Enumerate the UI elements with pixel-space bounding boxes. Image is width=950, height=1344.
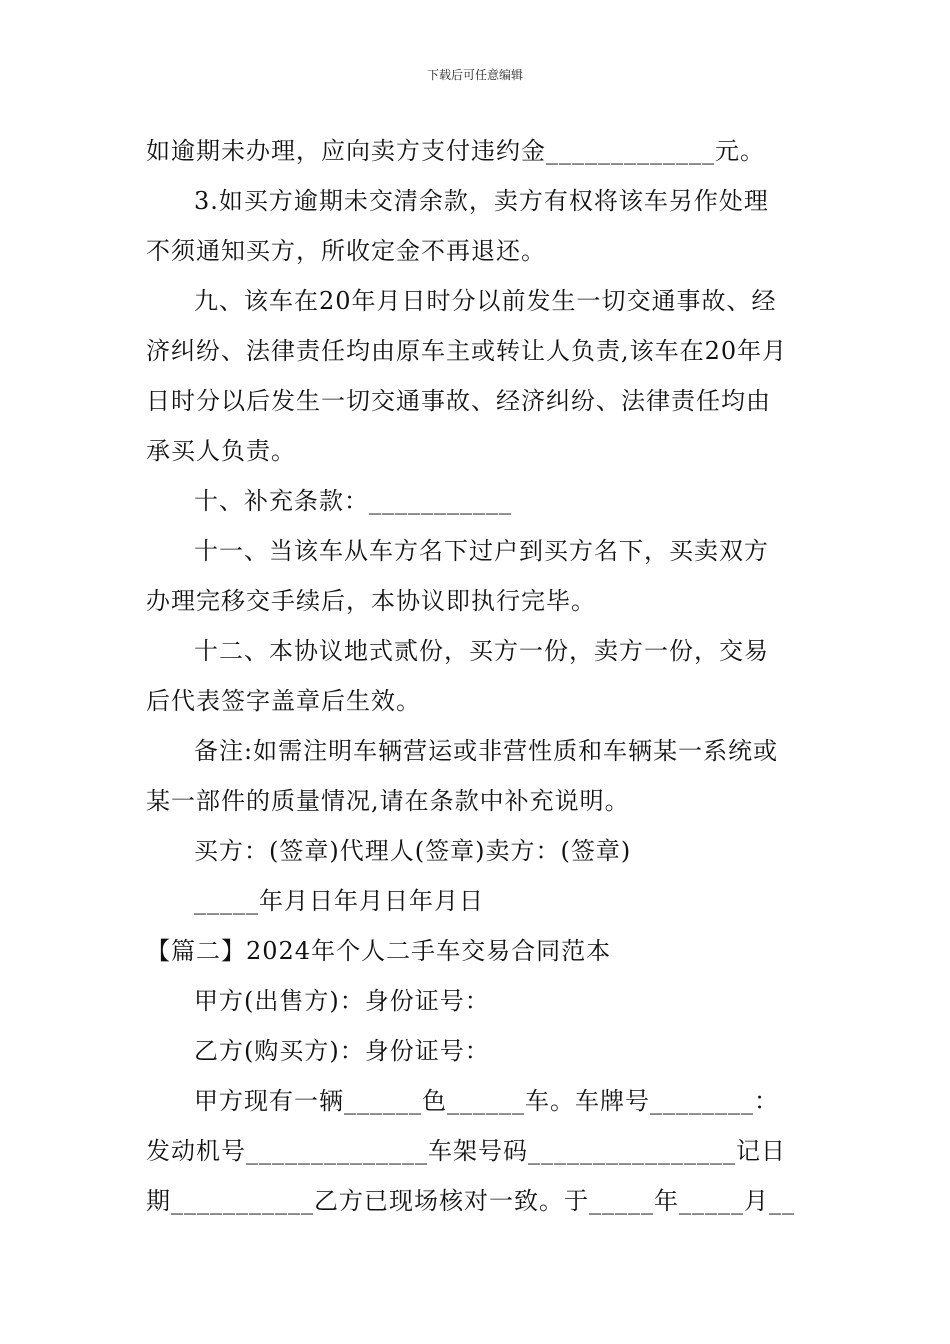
party-b-line: 乙方(购买方)：身份证号：	[194, 1037, 490, 1065]
section-heading: 【篇二】2024年个人二手车交易合同范本	[146, 937, 612, 965]
header-note: 下载后可任意编辑	[426, 68, 523, 82]
paragraph-line: 期___________乙方已现场核对一致。于_____年_____月__	[146, 1187, 795, 1215]
paragraph-line: 办理完移交手续后，本协议即执行完毕。	[146, 587, 596, 615]
paragraph-line: 十二、本协议地式贰份，买方一份，卖方一份，交易	[194, 637, 769, 665]
signature-line: 买方：(签章)代理人(签章)卖方：(签章)	[194, 837, 632, 865]
paragraph-line: 某一部件的质量情况,请在条款中补充说明。	[146, 787, 630, 815]
paragraph-line: 3.如买方逾期未交清余款，卖方有权将该车另作处理	[194, 187, 769, 215]
paragraph-line: 十、补充条款：___________	[194, 487, 512, 515]
paragraph-line: 备注:如需注明车辆营运或非营性质和车辆某一系统或	[194, 737, 779, 765]
paragraph-line: 如逾期未办理，应向卖方支付违约金_____________元。	[146, 137, 765, 165]
paragraph-line: 九、该车在20年月日时分以前发生一切交通事故、经	[194, 287, 777, 315]
paragraph-line: 十一、当该车从车方名下过户到买方名下，买卖双方	[194, 537, 769, 565]
date-line: _____年月日年月日年月日	[194, 887, 484, 915]
paragraph-line: 日时分以后发生一切交通事故、经济纠纷、法律责任均由	[146, 387, 771, 415]
party-a-line: 甲方(出售方)：身份证号：	[194, 987, 490, 1015]
paragraph-line: 承买人负责。	[146, 437, 296, 465]
paragraph-line: 后代表签字盖章后生效。	[146, 687, 421, 715]
paragraph-line: 甲方现有一辆______色______车。车牌号________：	[194, 1087, 779, 1115]
paragraph-line: 不须通知买方，所收定金不再退还。	[146, 237, 546, 265]
paragraph-line: 发动机号______________车架号码________________记日	[146, 1137, 786, 1165]
paragraph-line: 济纠纷、法律责任均由原车主或转让人负责,该车在20年月	[146, 337, 788, 365]
